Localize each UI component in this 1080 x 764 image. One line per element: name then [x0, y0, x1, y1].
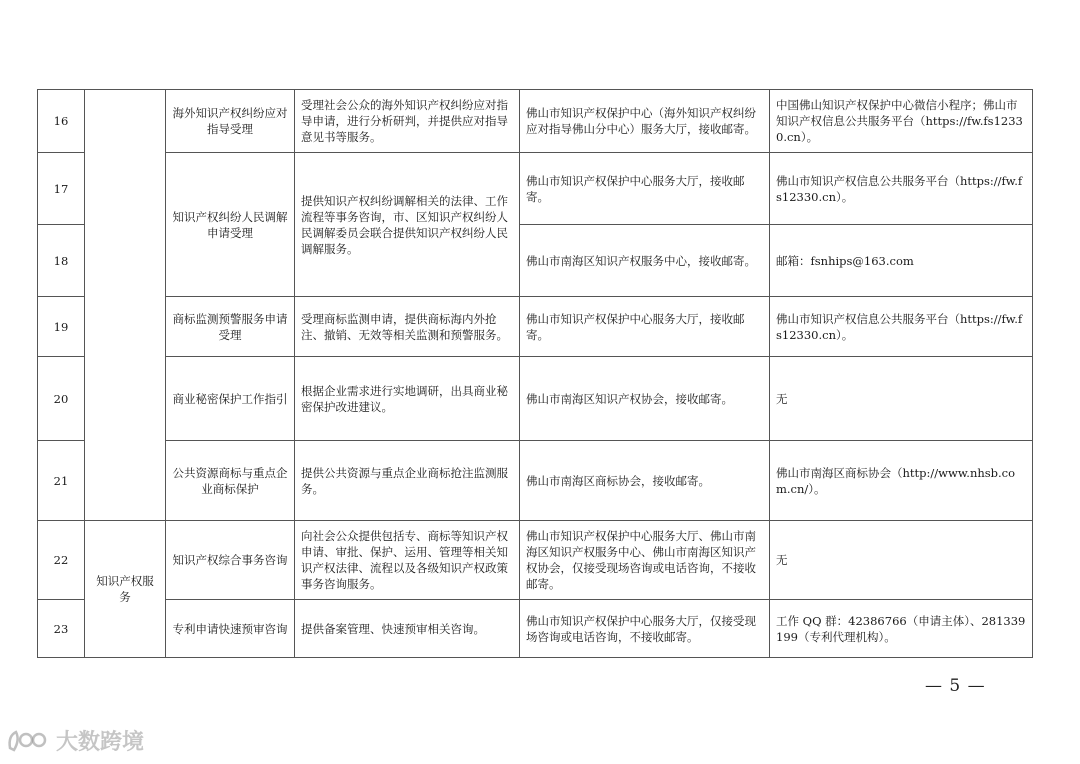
table-row — [38, 521, 1033, 600]
watermark — [6, 725, 144, 756]
service-description: 提供知识产权纠纷调解相关的法律、工作流程等事务咨询，市、区知识产权纠纷人民调解委员会联合提供知识产权纠纷人民调解服务。 — [295, 153, 520, 297]
page-number: — 5 — — [925, 676, 986, 696]
service-location: 佛山市知识产权保护中心服务大厅、佛山市南海区知识产权服务中心、佛山市南海区知识产权协会，仅接受现场咨询或电话咨询，不接收邮寄。 — [520, 521, 770, 600]
row-number: 18 — [38, 225, 85, 297]
service-description: 受理社会公众的海外知识产权纠纷应对指导申请，进行分析研判，并提供应对指导意见书等服务。 — [295, 90, 520, 153]
service-item: 知识产权纠纷人民调解申请受理 — [166, 153, 295, 297]
service-description: 受理商标监测申请，提供商标海内外抢注、撤销、无效等相关监测和预警服务。 — [295, 297, 520, 357]
service-description: 向社会公众提供包括专、商标等知识产权申请、审批、保护、运用、管理等相关知识产权法律、流程以及各级知识产权政策事务咨询服务。 — [295, 521, 520, 600]
row-number: 22 — [38, 521, 85, 600]
service-item: 商标监测预警服务申请受理 — [166, 297, 295, 357]
category-cell-empty — [85, 90, 166, 521]
service-item: 知识产权综合事务咨询 — [166, 521, 295, 600]
watermark-logo-icon — [6, 726, 52, 756]
services-table — [37, 89, 1033, 658]
row-number: 21 — [38, 441, 85, 521]
service-location: 佛山市知识产权保护中心服务大厅，仅接受现场咨询或电话咨询，不接收邮寄。 — [520, 600, 770, 658]
service-location: 佛山市南海区知识产权协会，接收邮寄。 — [520, 357, 770, 441]
service-contact: 中国佛山知识产权保护中心微信小程序；佛山市知识产权信息公共服务平台（https://fw.fs12330.cn）。 — [770, 90, 1033, 153]
row-number: 23 — [38, 600, 85, 658]
service-location: 佛山市知识产权保护中心（海外知识产权纠纷应对指导佛山分中心）服务大厅，接收邮寄。 — [520, 90, 770, 153]
service-contact: 佛山市知识产权信息公共服务平台（https://fw.fs12330.cn）。 — [770, 297, 1033, 357]
service-item: 海外知识产权纠纷应对指导受理 — [166, 90, 295, 153]
service-description: 提供公共资源与重点企业商标抢注监测服务。 — [295, 441, 520, 521]
service-location: 佛山市知识产权保护中心服务大厅，接收邮寄。 — [520, 153, 770, 225]
service-contact: 佛山市南海区商标协会（http://www.nhsb.com.cn/）。 — [770, 441, 1033, 521]
table-row — [38, 600, 1033, 658]
table-row — [38, 297, 1033, 357]
service-contact: 邮箱：fsnhips@163.com — [770, 225, 1033, 297]
service-item: 商业秘密保护工作指引 — [166, 357, 295, 441]
service-item: 公共资源商标与重点企业商标保护 — [166, 441, 295, 521]
row-number: 20 — [38, 357, 85, 441]
watermark-text: 大数跨境 — [56, 730, 145, 755]
service-contact: 工作 QQ 群：42386766（申请主体）、281339199（专利代理机构）。 — [770, 600, 1033, 658]
service-location: 佛山市南海区商标协会，接收邮寄。 — [520, 441, 770, 521]
service-description: 提供备案管理、快速预审相关咨询。 — [295, 600, 520, 658]
table-row — [38, 90, 1033, 153]
service-contact: 佛山市知识产权信息公共服务平台（https://fw.fs12330.cn）。 — [770, 153, 1033, 225]
row-number: 16 — [38, 90, 85, 153]
row-number: 17 — [38, 153, 85, 225]
service-description: 根据企业需求进行实地调研，出具商业秘密保护改进建议。 — [295, 357, 520, 441]
table-row — [38, 153, 1033, 225]
service-contact: 无 — [770, 357, 1033, 441]
service-contact: 无 — [770, 521, 1033, 600]
row-number: 19 — [38, 297, 85, 357]
service-item: 专利申请快速预审咨询 — [166, 600, 295, 658]
category-cell: 知识产权服务 — [85, 521, 166, 658]
table-row — [38, 441, 1033, 521]
table-row — [38, 357, 1033, 441]
service-location: 佛山市知识产权保护中心服务大厅，接收邮寄。 — [520, 297, 770, 357]
service-location: 佛山市南海区知识产权服务中心，接收邮寄。 — [520, 225, 770, 297]
